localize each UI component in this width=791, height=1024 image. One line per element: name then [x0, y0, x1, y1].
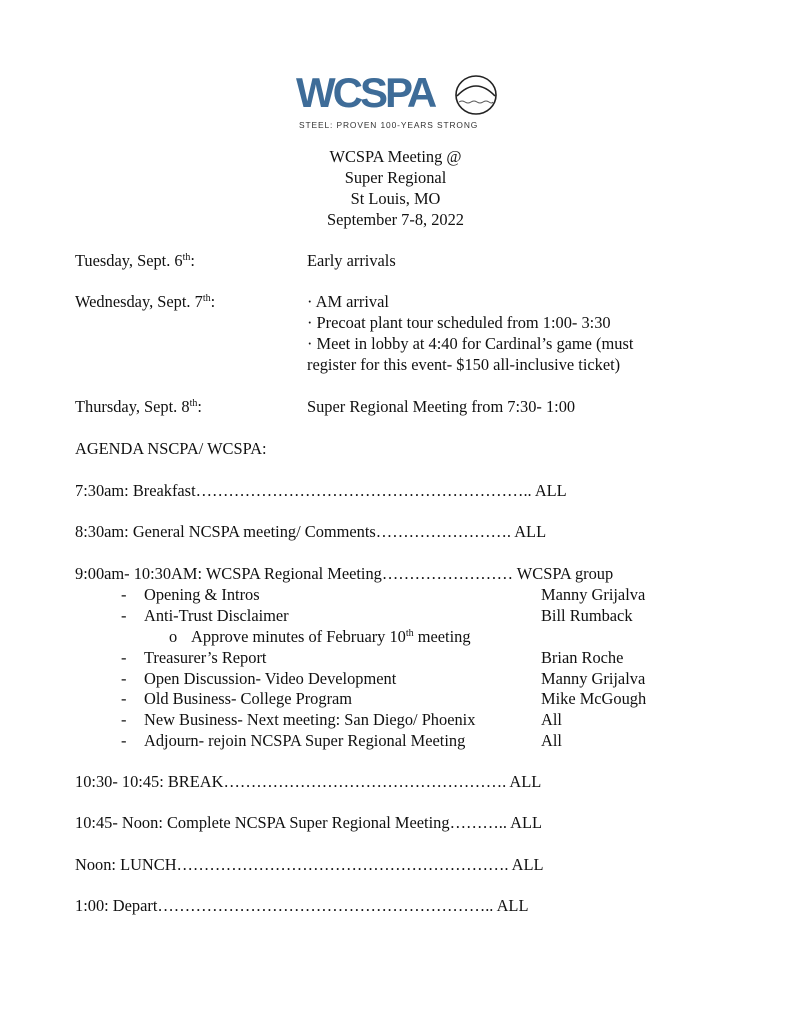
dash-bullet: - [121, 648, 127, 667]
entry-attendees: ALL [493, 896, 529, 915]
entry-attendees: ALL [506, 813, 542, 832]
agenda-entry [75, 854, 544, 875]
agenda-title: AGENDA NSCPA/ WCSPA: [75, 439, 267, 458]
colon: : [197, 397, 202, 416]
entry-label: 9:00am- 10:30AM: WCSPA Regional Meeting [75, 564, 382, 583]
dot-leader: …………………… [381, 564, 513, 583]
dot-leader: ……….. [449, 813, 507, 832]
agenda-entry [75, 521, 546, 542]
ordinal-suffix: th [202, 293, 211, 304]
ordinal-suffix: th [182, 252, 191, 263]
entry-label: 8:30am: General NCSPA meeting/ Comments [75, 522, 376, 541]
entry-attendees: ALL [531, 481, 567, 500]
ordinal-suffix: th [405, 628, 414, 639]
entry-attendees: WCSPA group [513, 564, 614, 583]
header-line: Super Regional [344, 168, 447, 187]
dot-leader: …………………………………………………….. [195, 481, 532, 500]
agenda-entry [75, 771, 541, 792]
wednesday-line: register for this event- $150 all-inclusive ticket) [307, 355, 621, 374]
agenda-entry [75, 812, 542, 833]
item-text: New Business- Next meeting: San Diego/ Phoenix [144, 710, 476, 729]
dash-bullet: - [121, 731, 127, 750]
dash-bullet: - [121, 710, 127, 729]
item-text: Opening & Intros [144, 585, 260, 604]
dash-bullet: - [121, 606, 127, 625]
sub-item-text-start: Approve minutes of February 10 [191, 627, 406, 646]
wednesday-details [307, 291, 633, 375]
header-line: WCSPA Meeting @ [329, 147, 462, 166]
entry-attendees: ALL [508, 855, 544, 874]
sub-item-text [191, 626, 471, 647]
item-presenter: Bill Rumback [541, 606, 633, 625]
day-text: Thursday, Sept. 8 [75, 397, 190, 416]
item-presenter: All [541, 710, 562, 729]
colon: : [190, 251, 195, 270]
wcspa-logo [296, 69, 500, 136]
entry-label: 10:30- 10:45: BREAK [75, 772, 224, 791]
day-text: Wednesday, Sept. 7 [75, 292, 203, 311]
agenda-entry [75, 563, 613, 584]
tuesday-label [75, 250, 195, 271]
agenda-entry [75, 895, 528, 916]
header-line: St Louis, MO [350, 189, 441, 208]
dash-bullet: - [121, 689, 127, 708]
item-presenter: Mike McGough [541, 689, 647, 708]
item-text: Old Business- College Program [144, 689, 353, 708]
dash-bullet: - [121, 669, 127, 688]
item-text: Adjourn- rejoin NCSPA Super Regional Meeting [144, 731, 466, 750]
thursday-detail: Super Regional Meeting from 7:30- 1:00 [307, 397, 576, 416]
header-line: September 7-8, 2022 [326, 210, 464, 229]
culvert-pipe-icon [454, 74, 498, 116]
agenda-entry [75, 480, 567, 501]
day-text: Tuesday, Sept. 6 [75, 251, 183, 270]
logo-wordmark: WCSPA [296, 69, 435, 116]
entry-attendees: ALL [506, 772, 542, 791]
circle-bullet: o [169, 627, 178, 646]
wednesday-line: · Meet in lobby at 4:40 for Cardinal’s game (must [307, 334, 634, 353]
logo-tagline: STEEL: PROVEN 100-YEARS STRONG [299, 120, 479, 130]
document-header [0, 146, 791, 230]
entry-label: 7:30am: Breakfast [75, 481, 196, 500]
wednesday-line: · AM arrival [307, 292, 389, 311]
item-presenter: Manny Grijalva [541, 585, 646, 604]
wednesday-label [75, 291, 215, 312]
item-presenter: All [541, 731, 562, 750]
item-presenter: Brian Roche [541, 648, 624, 667]
item-text: Treasurer’s Report [144, 648, 267, 667]
entry-attendees: ALL [511, 522, 547, 541]
entry-label: Noon: LUNCH [75, 855, 177, 874]
tuesday-detail: Early arrivals [307, 251, 396, 270]
item-text: Anti-Trust Disclaimer [144, 606, 289, 625]
ordinal-suffix: th [189, 398, 198, 409]
item-presenter: Manny Grijalva [541, 669, 646, 688]
colon: : [210, 292, 216, 311]
dot-leader: ……………………. [375, 522, 512, 541]
wednesday-line: · Precoat plant tour scheduled from 1:00- 3:30 [307, 313, 611, 332]
thursday-label [75, 396, 202, 417]
dot-leader: …………………………………………………….. [157, 896, 494, 915]
entry-label: 1:00: Depart [75, 896, 158, 915]
dot-leader: ……………………………………………. [223, 772, 507, 791]
dash-bullet: - [121, 585, 127, 604]
sub-item-text-end: meeting [413, 627, 471, 646]
entry-label: 10:45- Noon: Complete NCSPA Super Regional Meeting [75, 813, 450, 832]
dot-leader: ……………………………………………………. [176, 855, 509, 874]
item-text: Open Discussion- Video Development [144, 669, 397, 688]
